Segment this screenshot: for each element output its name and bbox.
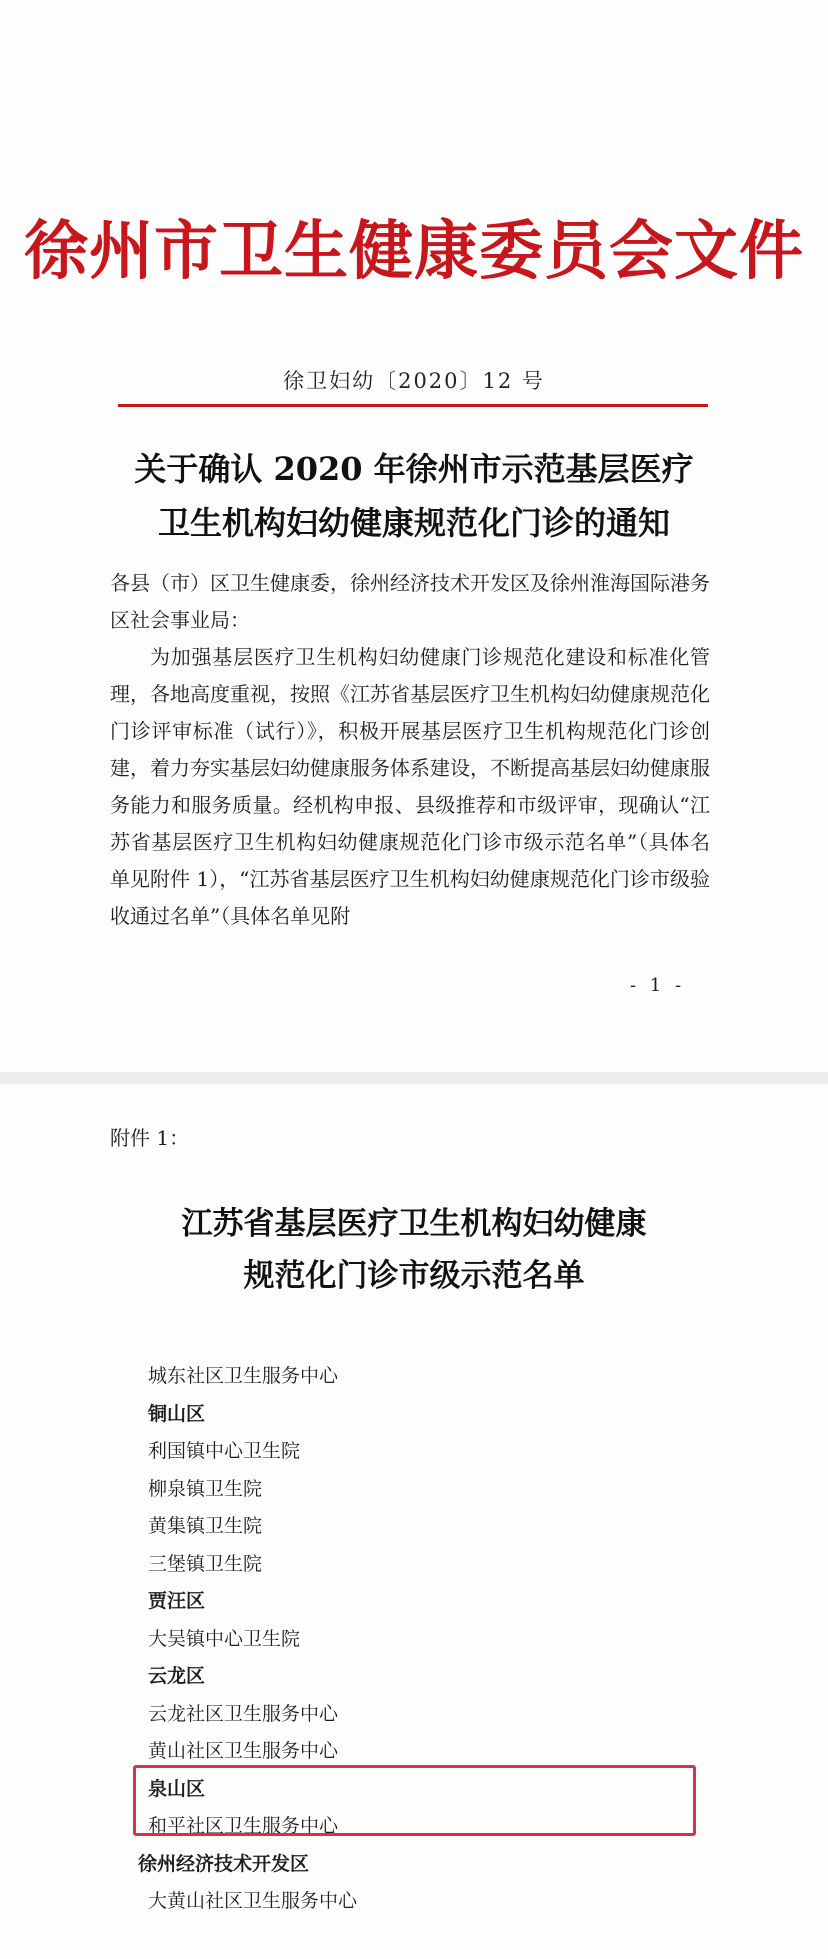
district-heading: 泉山区 [148,1777,206,1800]
district-heading: 徐州经济技术开发区 [138,1852,310,1875]
addressee: 各县（市）区卫生健康委，徐州经济技术开发区及徐州淮海国际港务区社会事业局： [110,571,710,632]
institution-list [138,1358,748,1921]
page-separator [0,1072,828,1084]
highlight-box [133,1765,696,1836]
list-item: 利国镇中心卫生院 [148,1440,301,1462]
attachment-label: 附件 1： [110,1126,190,1150]
list-item: 大黄山社区卫生服务中心 [148,1890,358,1912]
list-item: 大吴镇中心卫生院 [148,1627,301,1650]
list-item: 三堡镇卫生院 [148,1552,263,1575]
notice-title-line-2: 卫生机构妇幼健康规范化门诊的通知 [157,504,670,542]
notice-title-line-1: 关于确认 2020 年徐州市示范基层医疗 [134,450,694,488]
page-number: - 1 - [630,975,686,996]
notice-body [110,565,710,935]
district-heading: 云龙区 [148,1665,206,1687]
document-number: 徐卫妇幼〔2020〕12 号 [283,369,545,393]
header-title: 徐州市卫生健康委员会文件 [24,214,804,289]
list-item: 柳泉镇卫生院 [148,1477,263,1500]
list-title [0,1198,828,1302]
list-item: 黄山社区卫生服务中心 [148,1740,339,1762]
list-item: 和平社区卫生服务中心 [148,1815,339,1837]
list-title-line-1: 江苏省基层医疗卫生机构妇幼健康 [181,1206,647,1242]
list-item: 云龙社区卫生服务中心 [148,1702,339,1725]
district-heading: 贾汪区 [148,1590,206,1612]
list-item: 城东社区卫生服务中心 [148,1365,339,1387]
list-item: 黄集镇卫生院 [148,1515,263,1537]
notice-title [0,442,828,550]
body-paragraph: 为加强基层医疗卫生机构妇幼健康门诊规范化建设和标准化管理，各地高度重视，按照《江苏省基层医疗卫生机构妇幼健康规范化门诊评审标准（试行）》，积极开展基层医疗卫生机构规范化门诊创建，着力夯实基层妇幼健康服务体系建设，不断提高基层妇幼健康服务能力和服务质量。经机构申报、县级推荐和市级评审，现确认“江苏省基层医疗卫生机构妇幼健康规范化门诊市级示范名单”（具体名单见附件 1），“江苏省基层医疗卫生机构妇幼健康规范化门诊市级验收通过名单”（具体名单见附 [110,645,710,928]
red-divider [118,404,708,407]
list-title-line-2: 规范化门诊市级示范名单 [243,1258,585,1294]
district-heading: 铜山区 [148,1402,206,1425]
